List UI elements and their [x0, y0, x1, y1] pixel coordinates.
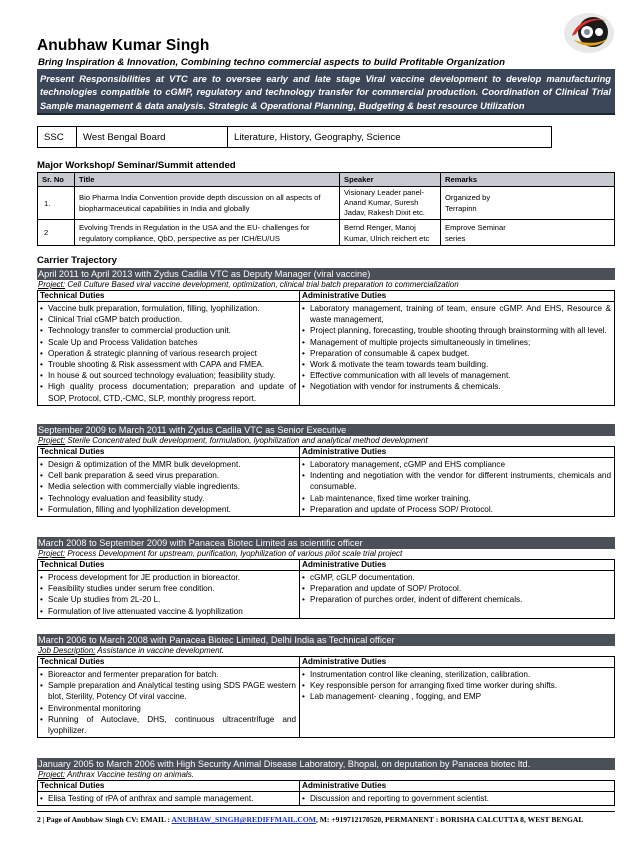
list-item: • Key responsible person for arranging fixed time worker during shifts.: [302, 680, 611, 691]
admin-duties-header: Administrative Duties: [300, 291, 615, 302]
col-header: Speaker: [340, 173, 441, 187]
list-item: • Clinical Trial cGMP batch production.: [40, 314, 296, 325]
col-header: Remarks: [441, 173, 615, 187]
list-item: • Running of Autoclave, DHS, continuous ultracentrifuge and lyophilizer.: [40, 714, 296, 736]
job-block: [37, 537, 615, 619]
job-project: Job Description: Assistance in vaccine development.: [38, 646, 225, 655]
list-item: • Vaccine bulk preparation, formulation, filling, lyophilization.: [40, 303, 296, 314]
technical-duties: [38, 792, 300, 806]
admin-duties-header: Administrative Duties: [300, 560, 615, 571]
candidate-name: Anubhaw Kumar Singh: [37, 37, 210, 54]
technical-duties: [38, 458, 300, 517]
technical-duties: [38, 302, 300, 406]
footer-email-label: EMAIL :: [140, 815, 172, 824]
list-item: • In house & out sourced technology evaluation; feasibility study.: [40, 370, 296, 381]
duties-table: [37, 446, 615, 517]
cell-no: 1.: [38, 187, 75, 220]
list-item: • Formulation, filling and lyophilization development.: [40, 504, 296, 515]
job-title-bar: March 2008 to September 2009 with Panacea Biotec Limited as scientific officer: [37, 537, 615, 549]
list-item: • Feasibility studies under serum free condition.: [40, 583, 296, 594]
col-header: Sr. No: [38, 173, 75, 187]
list-item: • Laboratory management, training of team, ensure cGMP. And EHS, Resource & waste management,: [302, 303, 611, 325]
table-row: [38, 187, 615, 220]
footer-contact: , M: +919712170520, PERMANENT : BORISHA CALCUTTA 8, WEST BENGAL: [315, 815, 584, 824]
cell-no: 2: [38, 220, 75, 246]
cell-speaker: Bernd Renger, Manoj Kumar, Ulrich reichert etc: [340, 220, 441, 246]
list-item: • Environmental monitoring: [40, 703, 296, 714]
admin-duties-header: Administrative Duties: [300, 447, 615, 458]
technical-duties-header: Technical Duties: [38, 291, 300, 302]
duties-table: [37, 290, 615, 406]
list-item: • Technology evaluation and feasibility study.: [40, 493, 296, 504]
job-block: [37, 268, 615, 406]
list-item: • Indenting and negotiation with the vendor for different instruments, chemicals and consumable.: [302, 470, 611, 492]
list-item: • Discussion and reporting to government scientist.: [302, 793, 611, 804]
workshops-header-row: [38, 173, 615, 187]
list-item: • Process development for JE production in bioreactor.: [40, 572, 296, 583]
list-item: • Elisa Testing of rPA of anthrax and sample management.: [40, 793, 296, 804]
company-logo-icon: [562, 10, 616, 56]
page-footer: [37, 811, 615, 824]
list-item: • Instrumentation control like cleaning, sterilization, calibration.: [302, 669, 611, 680]
list-item: • Bioreactor and fermenter preparation for batch.: [40, 669, 296, 680]
workshops-heading: Major Workshop/ Seminar/Summit attended: [37, 160, 236, 171]
admin-duties-header: Administrative Duties: [300, 781, 615, 792]
list-item: • Effective communication with all levels of management.: [302, 370, 611, 381]
list-item: • Preparation and update of Process SOP/ Protocol.: [302, 504, 611, 515]
job-title-bar: April 2011 to April 2013 with Zydus Cadila VTC as Deputy Manager (viral vaccine): [37, 268, 615, 280]
technical-duties: [38, 668, 300, 738]
list-item: • Lab maintenance, fixed time worker training.: [302, 493, 611, 504]
list-item: • Formulation of live attenuated vaccine & lyophilization: [40, 606, 296, 617]
job-title-bar: March 2006 to March 2008 with Panacea Biotec Limited, Delhi India as Technical officer: [37, 634, 615, 646]
list-item: • Management of multiple projects simultaneously in timelines;: [302, 337, 611, 348]
list-item: • Scale Up and Process Validation batches: [40, 337, 296, 348]
technical-duties-header: Technical Duties: [38, 447, 300, 458]
summary-banner: [37, 69, 615, 115]
admin-duties: [300, 571, 615, 619]
list-item: • Technology transfer to commercial production unit.: [40, 325, 296, 336]
education-subjects: Literature, History, Geography, Science: [228, 127, 552, 148]
cell-speaker: Visionary Leader panel- Anand Kumar, Suresh Jadav, Rakesh Dixit etc.: [340, 187, 441, 220]
education-table: [37, 126, 552, 148]
banner-line: technologies compatible to cGMP, regulatory and technology transfer for commercial production. Coordination of Clinical Trial: [40, 87, 611, 98]
col-header: Title: [75, 173, 340, 187]
admin-duties: [300, 302, 615, 406]
list-item: • cGMP, cGLP documentation.: [302, 572, 611, 583]
admin-duties-header: Administrative Duties: [300, 657, 615, 668]
duties-table: [37, 780, 615, 806]
list-item: • Work & motivate the team towards team building.: [302, 359, 611, 370]
list-item: • Scale Up studies from 2L-20 L.: [40, 594, 296, 605]
job-project: Project: Process Development for upstream, purification, lyophilization of various pilot scale trial project: [38, 549, 403, 558]
cell-remarks: Emprove Seminar series: [441, 220, 615, 246]
technical-duties-header: Technical Duties: [38, 657, 300, 668]
list-item: • Preparation of consumable & capex budget.: [302, 348, 611, 359]
list-item: • Media selection with commercially viable ingredients.: [40, 481, 296, 492]
duties-table: [37, 656, 615, 738]
table-row: [38, 220, 615, 246]
list-item: • Negotiation with vendor for instruments & chemicals.: [302, 381, 611, 392]
career-heading: Carrier Trajectory: [37, 255, 117, 266]
list-item: • Preparation and update of SOP/ Protocol.: [302, 583, 611, 594]
technical-duties: [38, 571, 300, 619]
list-item: • Trouble shooting & Risk assessment with CAPA and FMEA.: [40, 359, 296, 370]
education-row: [38, 127, 552, 148]
job-project: Project: Cell Culture Based viral vaccine development, optimization, clinical trial batch preparation to commercialization: [38, 280, 459, 289]
list-item: • Cell bank preparation & seed virus preparation.: [40, 470, 296, 481]
education-board: West Bengal Board: [77, 127, 228, 148]
banner-line: Present Responsibilities at VTC are to oversee early and late stage Viral vaccine development to develop manufacturing: [40, 74, 611, 84]
job-block: [37, 424, 615, 517]
job-block: [37, 634, 615, 738]
job-project: Project: Sterile Concentrated bulk development, formulation, lyophilization and analytical method development: [38, 436, 428, 445]
footer-email-link[interactable]: ANUBHAW_SINGH@REDIFFMAIL.COM: [171, 815, 316, 824]
technical-duties-header: Technical Duties: [38, 781, 300, 792]
job-title-bar: January 2005 to March 2006 with High Security Animal Disease Laboratory, Bhopal, on deputation by Panacea biotec ltd.: [37, 758, 615, 770]
list-item: • Laboratory management, cGMP and EHS compliance: [302, 459, 611, 470]
footer-page: 2 | Page of Anubhaw Singh CV:: [37, 815, 141, 824]
admin-duties: [300, 668, 615, 738]
job-block: [37, 758, 615, 806]
list-item: • Operation & strategic planning of various research project: [40, 348, 296, 359]
admin-duties: [300, 792, 615, 806]
list-item: • Preparation of purches order, indent of different chemicals.: [302, 594, 611, 605]
cell-remarks: Organized by Terrapinn: [441, 187, 615, 220]
education-level: SSC: [38, 127, 77, 148]
job-title-bar: September 2009 to March 2011 with Zydus Cadila VTC as Senior Executive: [37, 424, 615, 436]
list-item: • Project planning, forecasting, trouble shooting through brainstorming with all level.: [302, 325, 611, 336]
list-item: • Sample preparation and Analytical testing using SDS PAGE western blot, Sterility, Potency Of viral vaccine.: [40, 680, 296, 702]
workshops-table: [37, 172, 615, 246]
list-item: • High quality process documentation; preparation and update of SOP, Protocol, CTD,-CMC, SLP, monthly progress report.: [40, 381, 296, 403]
banner-line: Sample management & data analysis. Strategic & Operational Planning, Budgeting & best resource Utilization: [40, 100, 525, 111]
cell-title: Evolving Trends in Regulation in the USA and the EU- challenges for regulatory compliance, QbD, perspective as per ICH/EU/US: [75, 220, 340, 246]
admin-duties: [300, 458, 615, 517]
job-project: Project: Anthrax Vaccine testing on animals.: [38, 770, 194, 779]
cell-title: Bio Pharma India Convention provide depth discussion on all aspects of biopharmaceutical capabilities in India and globally: [75, 187, 340, 220]
list-item: • Design & optimization of the MMR bulk development.: [40, 459, 296, 470]
duties-table: [37, 559, 615, 619]
tagline: Bring Inspiration & Innovation, Combining techno commercial aspects to build Profitable Organization: [38, 57, 505, 68]
list-item: • Lab management- cleaning , fogging, and EMP: [302, 691, 611, 702]
technical-duties-header: Technical Duties: [38, 560, 300, 571]
